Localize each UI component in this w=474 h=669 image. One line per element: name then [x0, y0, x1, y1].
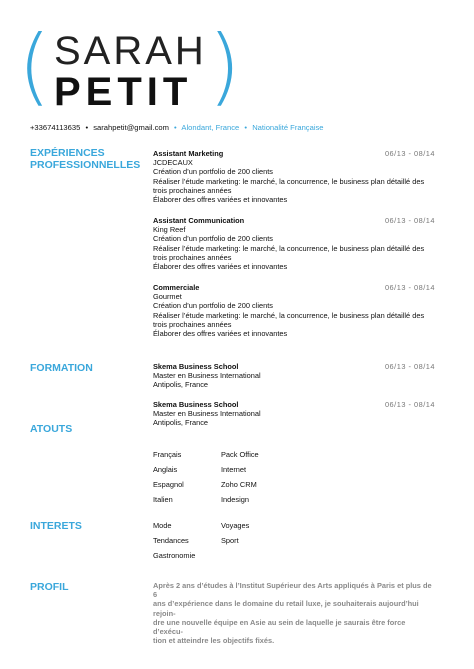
job-role: Commerciale: [153, 283, 200, 292]
name-header: [18, 17, 241, 115]
profile-line: dre une nouvelle équipe en Asie au sein de laquelle je saurais être force d’exécu-: [153, 617, 406, 637]
experience-entry: [153, 149, 435, 204]
skill-item: Italien: [153, 495, 173, 504]
entry-date: 06/13 - 08/14: [384, 362, 435, 371]
entry-date: 06/13 - 08/14: [384, 400, 435, 409]
entry-date: 06/13 - 08/14: [384, 283, 435, 292]
job-role: Assistant Communication: [153, 216, 245, 225]
profile-line: ans d’expérience dans le domaine du retail luxe, je souhaiterais aujourd’hui rejoin-: [153, 599, 419, 618]
entry-line: Création d’un portfolio de 200 clients: [153, 234, 273, 244]
interest-item: Voyages: [221, 521, 250, 530]
interest-item: Gastronomie: [153, 551, 196, 560]
nationality: Nationalité Française: [252, 123, 324, 132]
skill-item: Anglais: [153, 465, 178, 474]
section-title-interets: INTERETS: [30, 520, 82, 532]
section-title-profil: PROFIL: [30, 581, 69, 593]
school-location: Antipolis, France: [153, 380, 209, 390]
experience-entry: [153, 216, 435, 271]
profile-line: tion et atteindre les objectifs fixés.: [153, 636, 275, 646]
company: JCDECAUX: [153, 158, 193, 168]
section-title-formation: FORMATION: [30, 362, 93, 374]
entry-line: Élaborer des offres variées et innovantes: [153, 195, 288, 205]
interest-item: Mode: [153, 521, 172, 530]
skill-item: Indesign: [221, 495, 249, 504]
bullet-icon: •: [244, 123, 248, 132]
entry-line: trois prochaines années: [153, 252, 232, 262]
entry-date: 06/13 - 08/14: [384, 149, 435, 158]
last-name: PETIT: [54, 70, 193, 114]
section-title-experiences: [30, 147, 140, 171]
degree: Master en Business International: [153, 409, 261, 419]
school-name: Skema Business School: [153, 362, 239, 371]
skill-item: Français: [153, 450, 182, 459]
phone-number: +33674113635: [30, 123, 81, 132]
company: Gourmet: [153, 292, 182, 302]
skill-item: Pack Office: [221, 450, 259, 459]
school-location: Antipolis, France: [153, 418, 209, 428]
profile-line: Après 2 ans d’études à l’Institut Supérieur des Arts appliqués à Paris et plus de 6: [153, 581, 432, 600]
company: King Reef: [153, 225, 186, 235]
bullet-icon: •: [174, 123, 177, 132]
entry-line: Réaliser l’étude marketing: le marché, la concurrence, le business plan détaillé des: [153, 243, 425, 253]
entry-line: Élaborer des offres variées et innovantes: [153, 329, 288, 339]
job-role: Assistant Marketing: [153, 149, 224, 158]
formation-entry: [153, 362, 435, 390]
right-parenthesis: ): [208, 17, 241, 115]
entry-line: Création d’un portfolio de 200 clients: [153, 167, 273, 177]
first-name: SARAH: [54, 29, 207, 73]
entry-line: Réaliser l’étude marketing: le marché, la concurrence, le business plan détaillé des: [153, 176, 425, 186]
left-parenthesis: (: [18, 17, 51, 115]
entry-line: Réaliser l’étude marketing: le marché, la concurrence, le business plan détaillé des: [153, 310, 425, 320]
skill-item: Zoho CRM: [221, 480, 257, 489]
contact-line: [30, 123, 324, 132]
skill-item: Espagnol: [153, 480, 184, 489]
bullet-icon: •: [85, 123, 89, 132]
section-title-line: EXPÉRIENCES: [30, 147, 105, 159]
entry-line: Élaborer des offres variées et innovantes: [153, 262, 288, 272]
email-address: sarahpetit@gmail.com: [93, 123, 169, 132]
interest-item: Tendances: [153, 536, 189, 545]
profile-summary: [153, 581, 437, 645]
degree: Master en Business International: [153, 371, 261, 381]
skill-item: Internet: [221, 465, 247, 474]
section-title-atouts: ATOUTS: [30, 423, 73, 435]
entry-line: trois prochaines années: [153, 185, 232, 195]
interest-item: Sport: [221, 536, 239, 545]
entry-line: Création d’un portfolio de 200 clients: [153, 301, 273, 311]
entry-line: trois prochaines années: [153, 319, 232, 329]
school-name: Skema Business School: [153, 400, 239, 409]
entry-date: 06/13 - 08/14: [384, 216, 435, 225]
formation-entry: [153, 400, 435, 428]
location: Alondant, France: [181, 123, 240, 132]
experience-entry: [153, 283, 435, 338]
section-title-line: PROFESSIONNELLES: [30, 159, 141, 171]
